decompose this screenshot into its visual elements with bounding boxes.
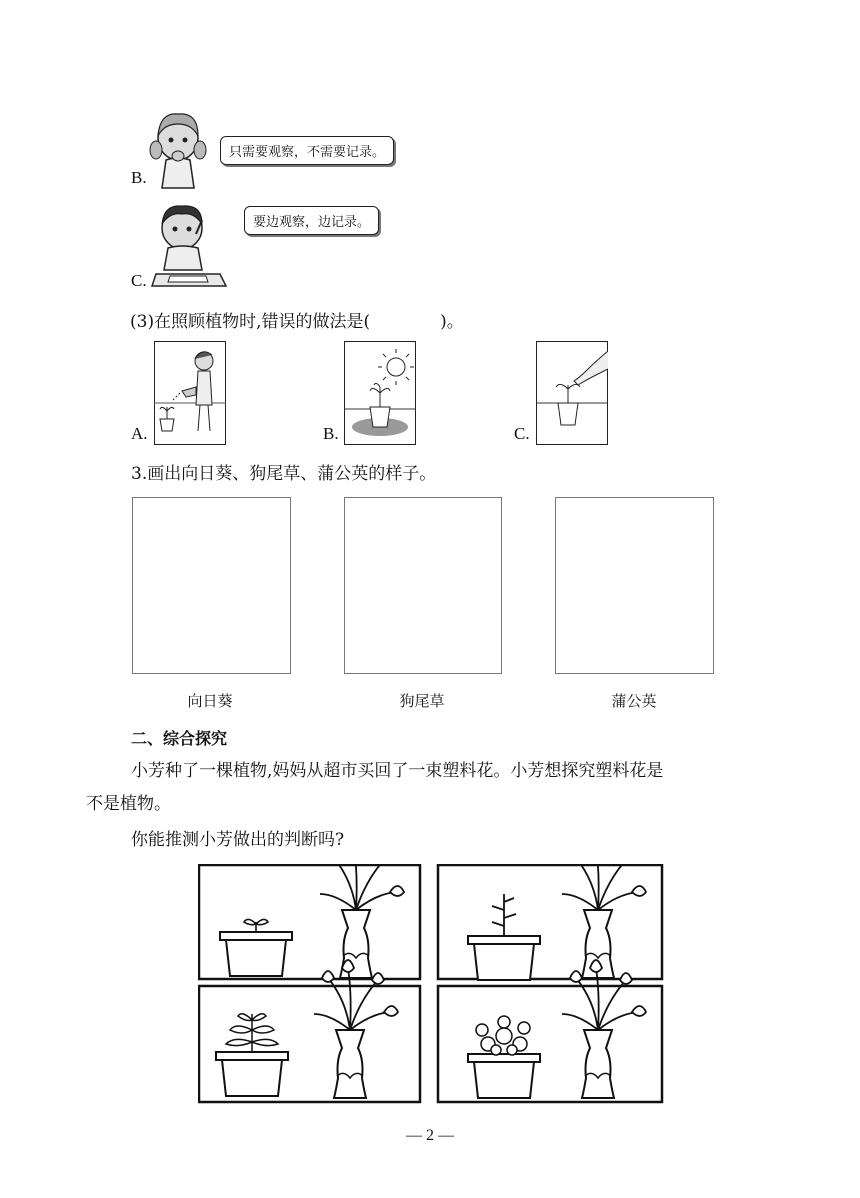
section-2-heading: 二、综合探究 — [131, 729, 228, 748]
section-2-paragraph-line-2: 不是植物。 — [86, 794, 171, 814]
option-c-letter: C. — [131, 271, 147, 290]
speech-bubble-c: 要边观察，边记录。 — [244, 206, 379, 235]
q3-option-a-letter: A. — [131, 424, 148, 443]
sunflower-drawing-box[interactable] — [132, 497, 291, 674]
boy-writing-illustration — [150, 198, 230, 290]
watering-plant-picture — [154, 341, 226, 445]
dandelion-drawing-box[interactable] — [555, 497, 714, 674]
q3-option-c-letter: C. — [514, 424, 530, 443]
foxtail-caption: 狗尾草 — [399, 692, 445, 710]
question-3-prompt: (3)在照顾植物时,错误的做法是( )。 — [130, 312, 464, 332]
foxtail-drawing-box[interactable] — [344, 497, 502, 674]
page-number: — 2 — — [406, 1127, 454, 1144]
speech-bubble-b: 只需要观察，不需要记录。 — [220, 136, 394, 165]
option-b-letter: B. — [131, 168, 147, 187]
dandelion-caption: 蒲公英 — [611, 692, 657, 710]
section-2-paragraph-line-1: 小芳种了一棵植物,妈妈从超市买回了一束塑料花。小芳想探究塑料花是 — [131, 761, 664, 781]
plant-vs-plastic-flower-panels — [198, 864, 664, 1106]
q3-option-b-letter: B. — [323, 424, 339, 443]
sunflower-caption: 向日葵 — [187, 692, 233, 710]
task-3-prompt: 3.画出向日葵、狗尾草、蒲公英的样子。 — [131, 464, 437, 484]
girl-thinking-illustration — [148, 108, 208, 190]
plant-in-sunlight-picture — [344, 341, 416, 445]
pulling-plant-picture — [536, 341, 608, 445]
section-2-question: 你能推测小芳做出的判断吗? — [131, 830, 345, 850]
